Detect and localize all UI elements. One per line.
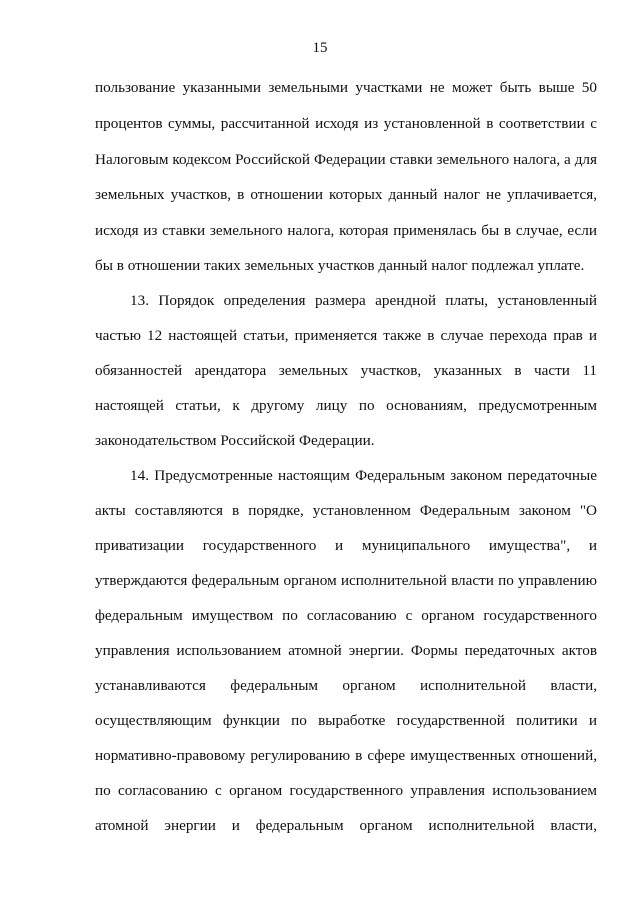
paragraph-1-line-3: Налоговым кодексом Российской Федерации ставки земельного налога, а для — [95, 151, 597, 168]
paragraph-1-line-2: процентов суммы, рассчитанной исходя из установленной в соответствии с — [95, 115, 597, 132]
paragraph-1-line-6: бы в отношении таких земельных участков данный налог подлежал уплате. — [95, 257, 585, 274]
paragraph-1-line-5: исходя из ставки земельного налога, которая применялась бы в случае, если — [95, 222, 597, 239]
paragraph-2-line-4: настоящей статьи, к другому лицу по основаниям, предусмотренным — [95, 397, 597, 414]
paragraph-2-line-3: обязанностей арендатора земельных участков, указанных в части 11 — [95, 362, 597, 379]
paragraph-3-line-5: федеральным имуществом по согласованию с органом государственного — [95, 607, 597, 624]
paragraph-1-line-4: земельных участков, в отношении которых данный налог не уплачивается, — [95, 186, 597, 203]
paragraph-3-line-6: управления использованием атомной энергии. Формы передаточных актов — [95, 642, 597, 659]
paragraph-2-line-2: частью 12 настоящей статьи, применяется также в случае перехода прав и — [95, 327, 597, 344]
paragraph-3-line-4: утверждаются федеральным органом исполнительной власти по управлению — [95, 572, 597, 589]
paragraph-1-line-1: пользование указанными земельными участками не может быть выше 50 — [95, 79, 597, 96]
paragraph-3-line-9: нормативно-правовому регулированию в сфере имущественных отношений, — [95, 747, 597, 764]
paragraph-3-line-11: атомной энергии и федеральным органом исполнительной власти, — [95, 817, 597, 834]
paragraph-2-line-1: 13. Порядок определения размера арендной платы, установленный — [130, 292, 597, 309]
paragraph-3-line-10: по согласованию с органом государственного управления использованием — [95, 782, 597, 799]
paragraph-2-line-5: законодательством Российской Федерации. — [95, 432, 375, 449]
paragraph-3-line-3: приватизации государственного и муниципального имущества", и — [95, 537, 597, 554]
paragraph-3-line-7: устанавливаются федеральным органом исполнительной власти, — [95, 677, 597, 694]
paragraph-3-line-8: осуществляющим функции по выработке государственной политики и — [95, 712, 597, 729]
paragraph-3-line-2: акты составляются в порядке, установленном Федеральным законом "О — [95, 502, 597, 519]
page-number: 15 — [312, 40, 328, 56]
paragraph-3-line-1: 14. Предусмотренные настоящим Федеральным законом передаточные — [130, 467, 597, 484]
